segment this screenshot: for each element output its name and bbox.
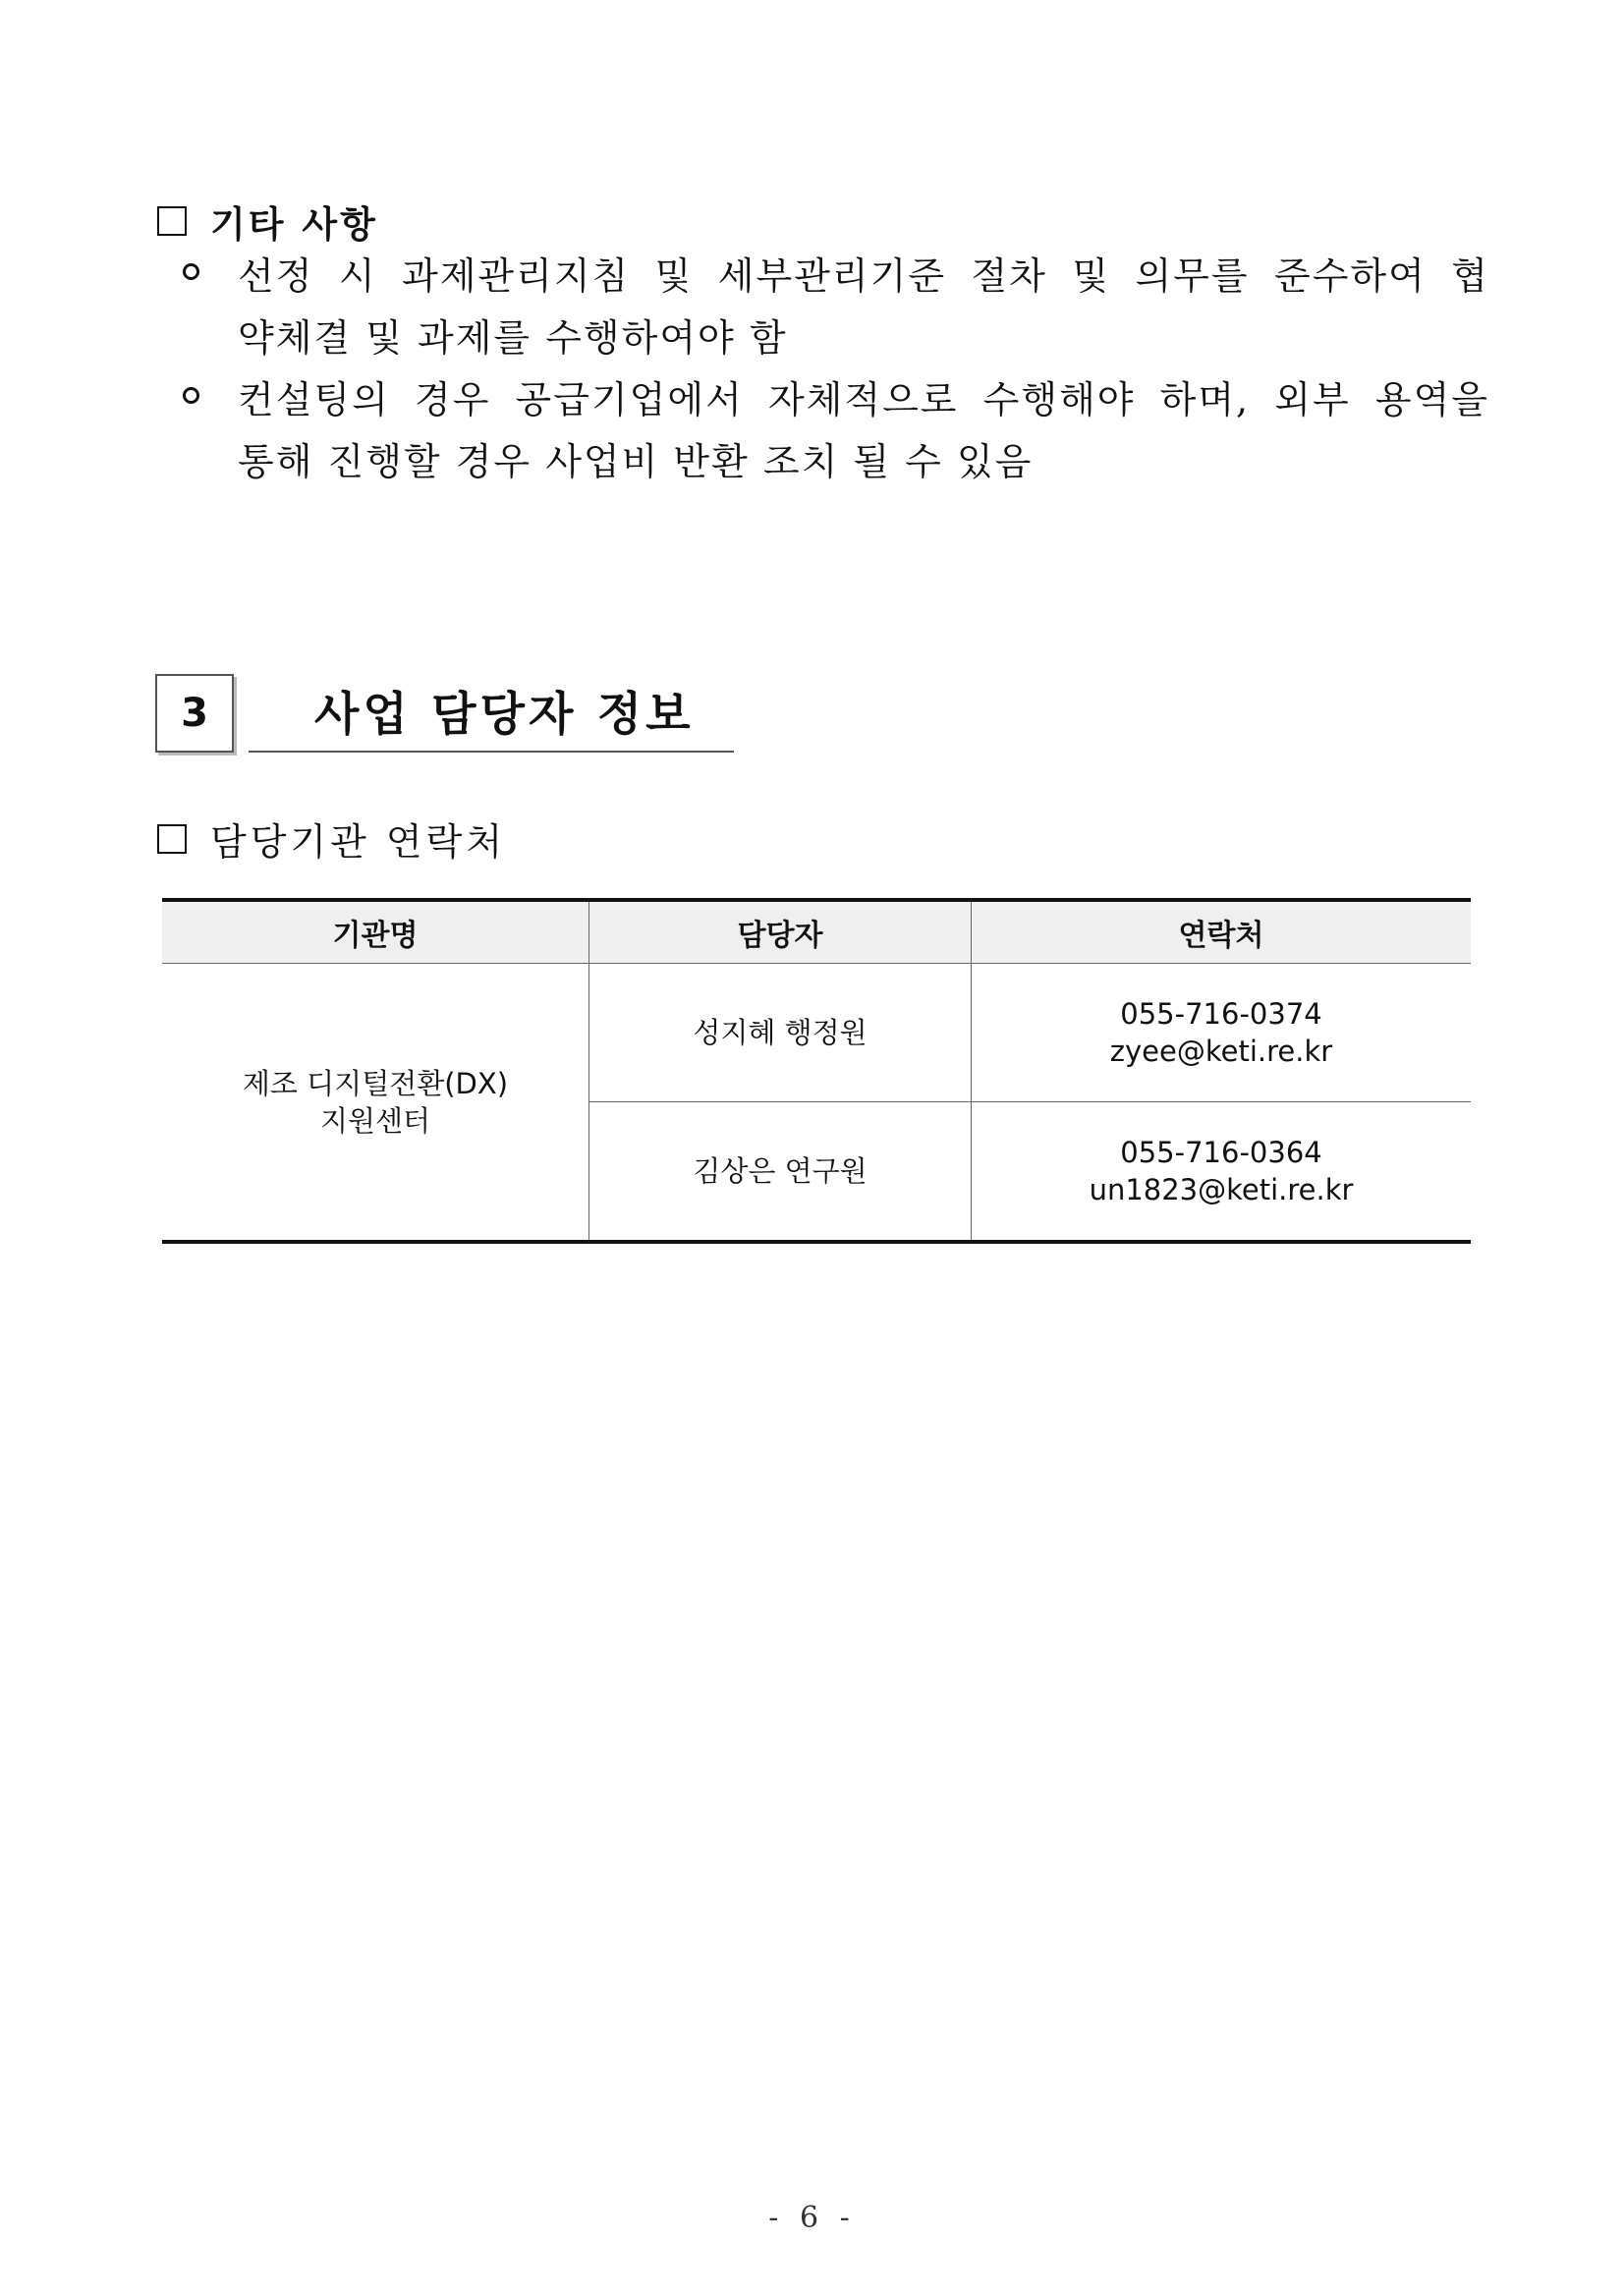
checkbox-square-icon [157,824,187,854]
phone-number: 055-716-0364 [1120,1136,1322,1169]
contact-cell [972,964,1472,1102]
bullet-line: 통해 진행할 경우 사업비 반환 조치 될 수 있음 [238,440,1034,483]
table-header-row [162,900,1471,964]
section-title-underline [249,751,734,753]
organization-name: 제조 디지털전환(DX) 지원센터 [242,1066,509,1138]
contact-cell [972,1102,1472,1243]
table-row [162,964,1471,1102]
contacts-table [162,898,1471,1244]
contacts-title: 담당기관 연락처 [210,820,507,864]
page-number: - 6 - [768,2201,856,2235]
person-cell: 성지혜 행정원 [589,964,972,1102]
list-item [183,246,1489,369]
column-header-person: 담당자 [589,900,972,964]
list-item [183,369,1489,493]
person-cell: 김상은 연구원 [589,1102,972,1243]
email-address: zyee@keti.re.kr [1109,1035,1333,1068]
checkbox-square-icon [157,206,187,236]
column-header-contact: 연락처 [972,900,1472,964]
column-header-organization: 기관명 [162,900,589,964]
bullet-line: 약체결 및 과제를 수행하여야 함 [238,316,788,360]
organization-cell [162,964,589,1243]
other-matters-title: 기타 사항 [210,203,378,246]
contacts-heading [157,812,506,866]
other-matters-heading [157,195,378,248]
section-title: 사업 담당자 정보 [314,688,695,742]
email-address: un1823@keti.re.kr [1089,1173,1354,1206]
section-number: 3 [155,674,234,753]
circle-bullet-icon [183,263,199,280]
bullet-line: 선정 시 과제관리지침 및 세부관리기준 절차 및 의무를 준수하여 협 [238,254,1489,298]
circle-bullet-icon [183,387,199,404]
bullet-line: 컨설팅의 경우 공급기업에서 자체적으로 수행해야 하며, 외부 용역을 [238,378,1489,421]
phone-number: 055-716-0374 [1120,997,1322,1031]
